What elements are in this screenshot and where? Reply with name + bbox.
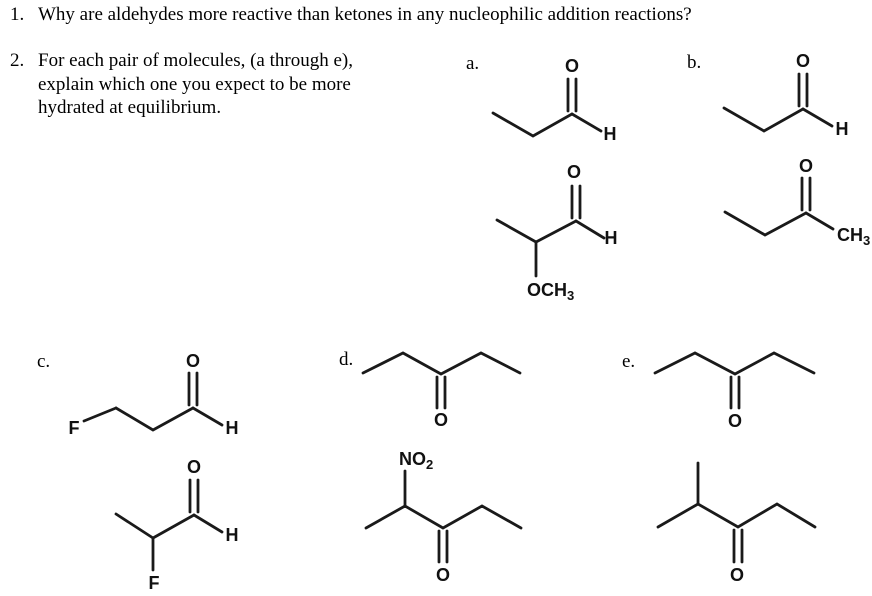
question-2-line-2: explain which one you expect to be more (38, 73, 351, 95)
oxygen-label: O (564, 56, 580, 76)
nitro-main: NO (399, 449, 426, 469)
bond (572, 114, 601, 131)
bond (194, 515, 222, 532)
pair-label-b: b. (687, 52, 702, 73)
oxygen-label: O (795, 51, 811, 71)
bond (806, 213, 833, 229)
pair-label-d: d. (339, 349, 354, 370)
question-2-line-1: For each pair of molecules, (a through e), (38, 50, 353, 71)
methoxy-subscript: 3 (567, 288, 575, 303)
structure-e-bottom (658, 463, 815, 585)
oxygen-label: O (435, 565, 451, 585)
methyl-subscript: 3 (863, 233, 871, 248)
pair-label-e: e. (622, 351, 636, 372)
fluorine-label: F (148, 573, 160, 593)
bond (84, 408, 116, 421)
nitro-label (399, 449, 433, 472)
methyl-main: CH (837, 225, 863, 245)
structure-c-top (69, 351, 239, 438)
bond (363, 353, 520, 374)
bond (366, 506, 521, 528)
structure-a-bottom (497, 162, 618, 303)
structure-e-top (655, 353, 814, 431)
hydrogen-label: H (604, 228, 618, 248)
hydrogen-label: H (603, 124, 617, 144)
structure-d-bottom (366, 449, 521, 585)
bond (658, 504, 815, 527)
oxygen-label: O (186, 457, 202, 477)
bond (725, 212, 806, 235)
structure-a-top (493, 56, 617, 144)
methoxy-main: OCH (527, 280, 567, 300)
bond (497, 220, 576, 242)
structure-d-top (363, 353, 520, 430)
oxygen-label: O (185, 351, 201, 371)
oxygen-label: O (729, 565, 745, 585)
hydrogen-label: H (835, 119, 849, 139)
oxygen-label: O (798, 156, 814, 176)
pair-label-c: c. (37, 351, 51, 372)
bond (116, 408, 193, 430)
structure-b-top (724, 51, 849, 139)
oxygen-label: O (566, 162, 582, 182)
bond (576, 221, 604, 238)
methoxy-label (527, 280, 574, 303)
methyl-label (837, 225, 870, 248)
hydrogen-label: H (225, 525, 239, 545)
bond (193, 408, 222, 425)
nitro-subscript: 2 (426, 457, 434, 472)
bond (153, 515, 194, 538)
bond (803, 109, 832, 126)
question-1-number: 1. (10, 4, 25, 25)
oxygen-label: O (727, 411, 743, 431)
structure-b-bottom (725, 156, 870, 248)
structure-c-bottom (116, 457, 239, 593)
pair-label-a: a. (466, 53, 480, 74)
bond (116, 514, 153, 538)
question-2-number: 2. (10, 50, 25, 71)
question-1-text: Why are aldehydes more reactive than ketones in any nucleophilic addition reactions? (38, 4, 692, 25)
fluorine-label: F (68, 418, 80, 438)
bond (655, 353, 814, 374)
oxygen-label: O (433, 410, 449, 430)
question-2-line-3: hydrated at equilibrium. (38, 97, 222, 118)
bond (724, 108, 803, 131)
hydrogen-label: H (225, 418, 239, 438)
bond (493, 113, 572, 136)
